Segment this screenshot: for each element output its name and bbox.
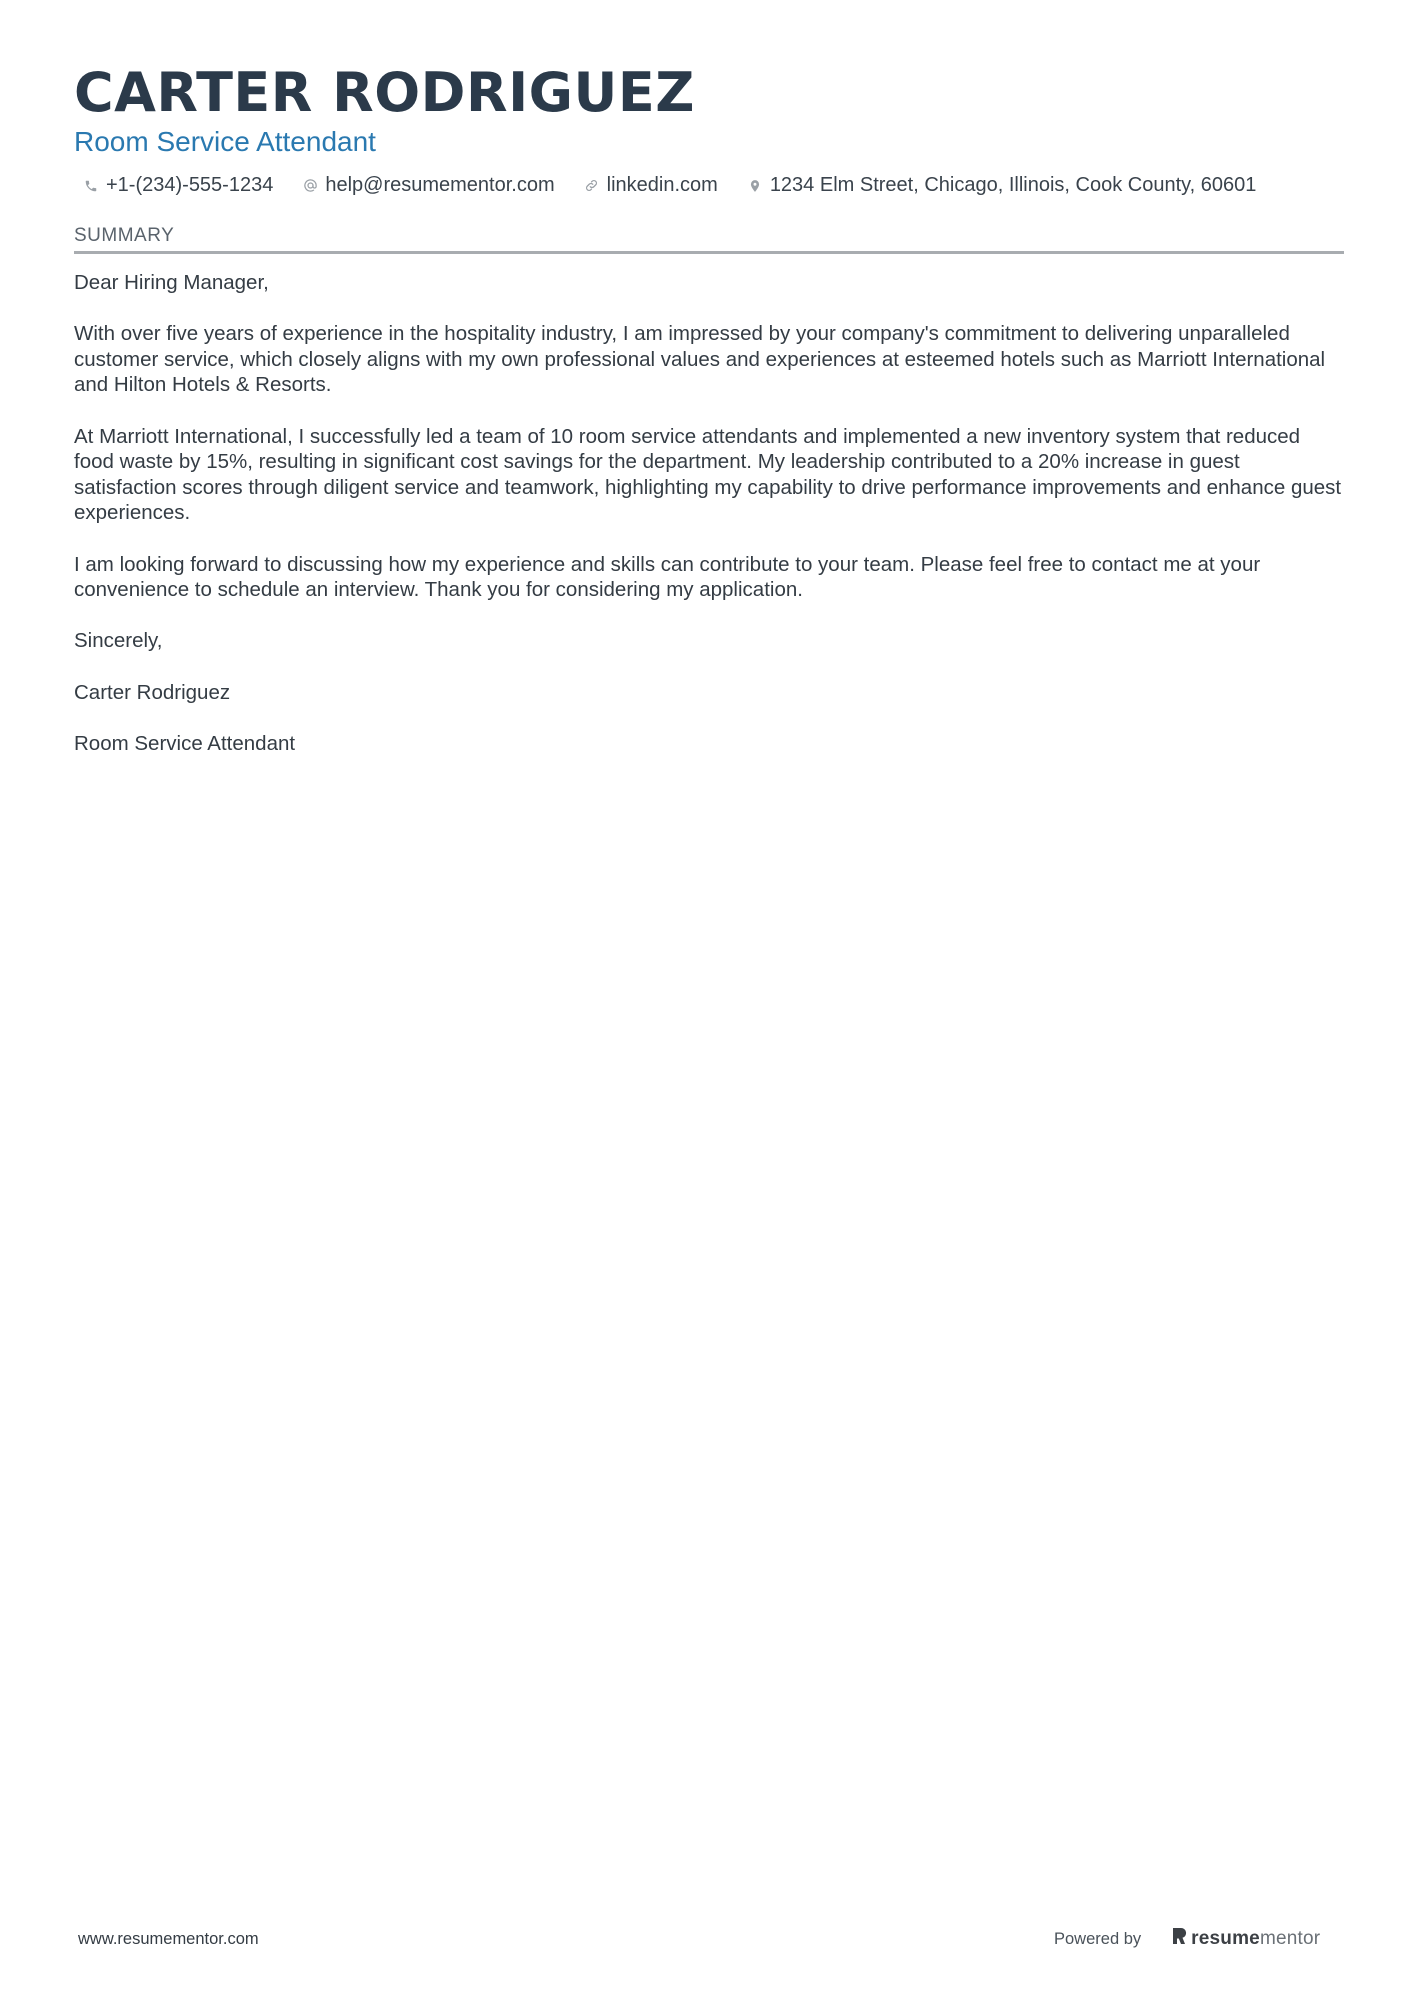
contact-address [746,174,1257,197]
sign-off: Sincerely, [74,629,163,653]
contact-email[interactable] [301,174,554,197]
at-icon [301,177,319,195]
paragraph-intro: With over five years of experience in the hospitality industry, I am impressed by your company's commitment to delivering unparalleled customer service, which closely aligns with my own professional values and experiences at esteemed hotels such as Marriott International and Hilton Hotels & Resorts. [74,322,1326,397]
linkedin-text[interactable]: linkedin.com [606,174,718,196]
resume-page [74,58,1344,782]
salutation: Dear Hiring Manager, [74,271,269,294]
link-icon [583,177,601,195]
contact-linkedin[interactable] [583,174,718,197]
brand-logo[interactable] [1171,1926,1320,1952]
paragraph-closing: I am looking forward to discussing how my experience and skills can contribute to your team. Please feel free to contact me at your convenience to schedule an interview. Thank you for considering my application. [74,552,1261,602]
footer-website[interactable]: www.resumementor.com [78,1930,259,1948]
summary-heading: SUMMARY [74,225,175,246]
resumementor-logo-icon [1171,1926,1187,1952]
signature-name: Carter Rodriguez [74,680,231,704]
location-pin-icon [746,177,764,195]
brand-name-bold: resume [1191,1928,1260,1949]
phone-icon [82,177,100,195]
signature-title: Room Service Attendant [74,731,296,755]
paragraph-achievements: At Marriott International, I successfully led a team of 10 room service attendants and implemented a new inventory system that reduced food waste by 15%, resulting in significant cost savings for the department. My leadership contributed to a 20% increase in guest satisfaction scores through diligent service and teamwork, highlighting my capability to drive performance improvements and enhance guest experiences. [74,424,1342,525]
footer-branding [1054,1926,1320,1952]
candidate-name: CARTER RODRIGUEZ [74,61,695,124]
brand-name-light: mentor [1259,1928,1321,1949]
email-text[interactable]: help@resumementor.com [325,174,555,196]
job-title: Room Service Attendant [74,126,376,157]
section-divider [74,251,1344,254]
contact-row [74,174,1344,197]
address-text: 1234 Elm Street, Chicago, Illinois, Cook County, 60601 [769,174,1257,196]
phone-text: +1-(234)-555-1234 [106,174,274,196]
contact-phone [82,174,273,197]
powered-by-label: Powered by [1054,1929,1142,1948]
cover-letter-body [74,270,1344,756]
